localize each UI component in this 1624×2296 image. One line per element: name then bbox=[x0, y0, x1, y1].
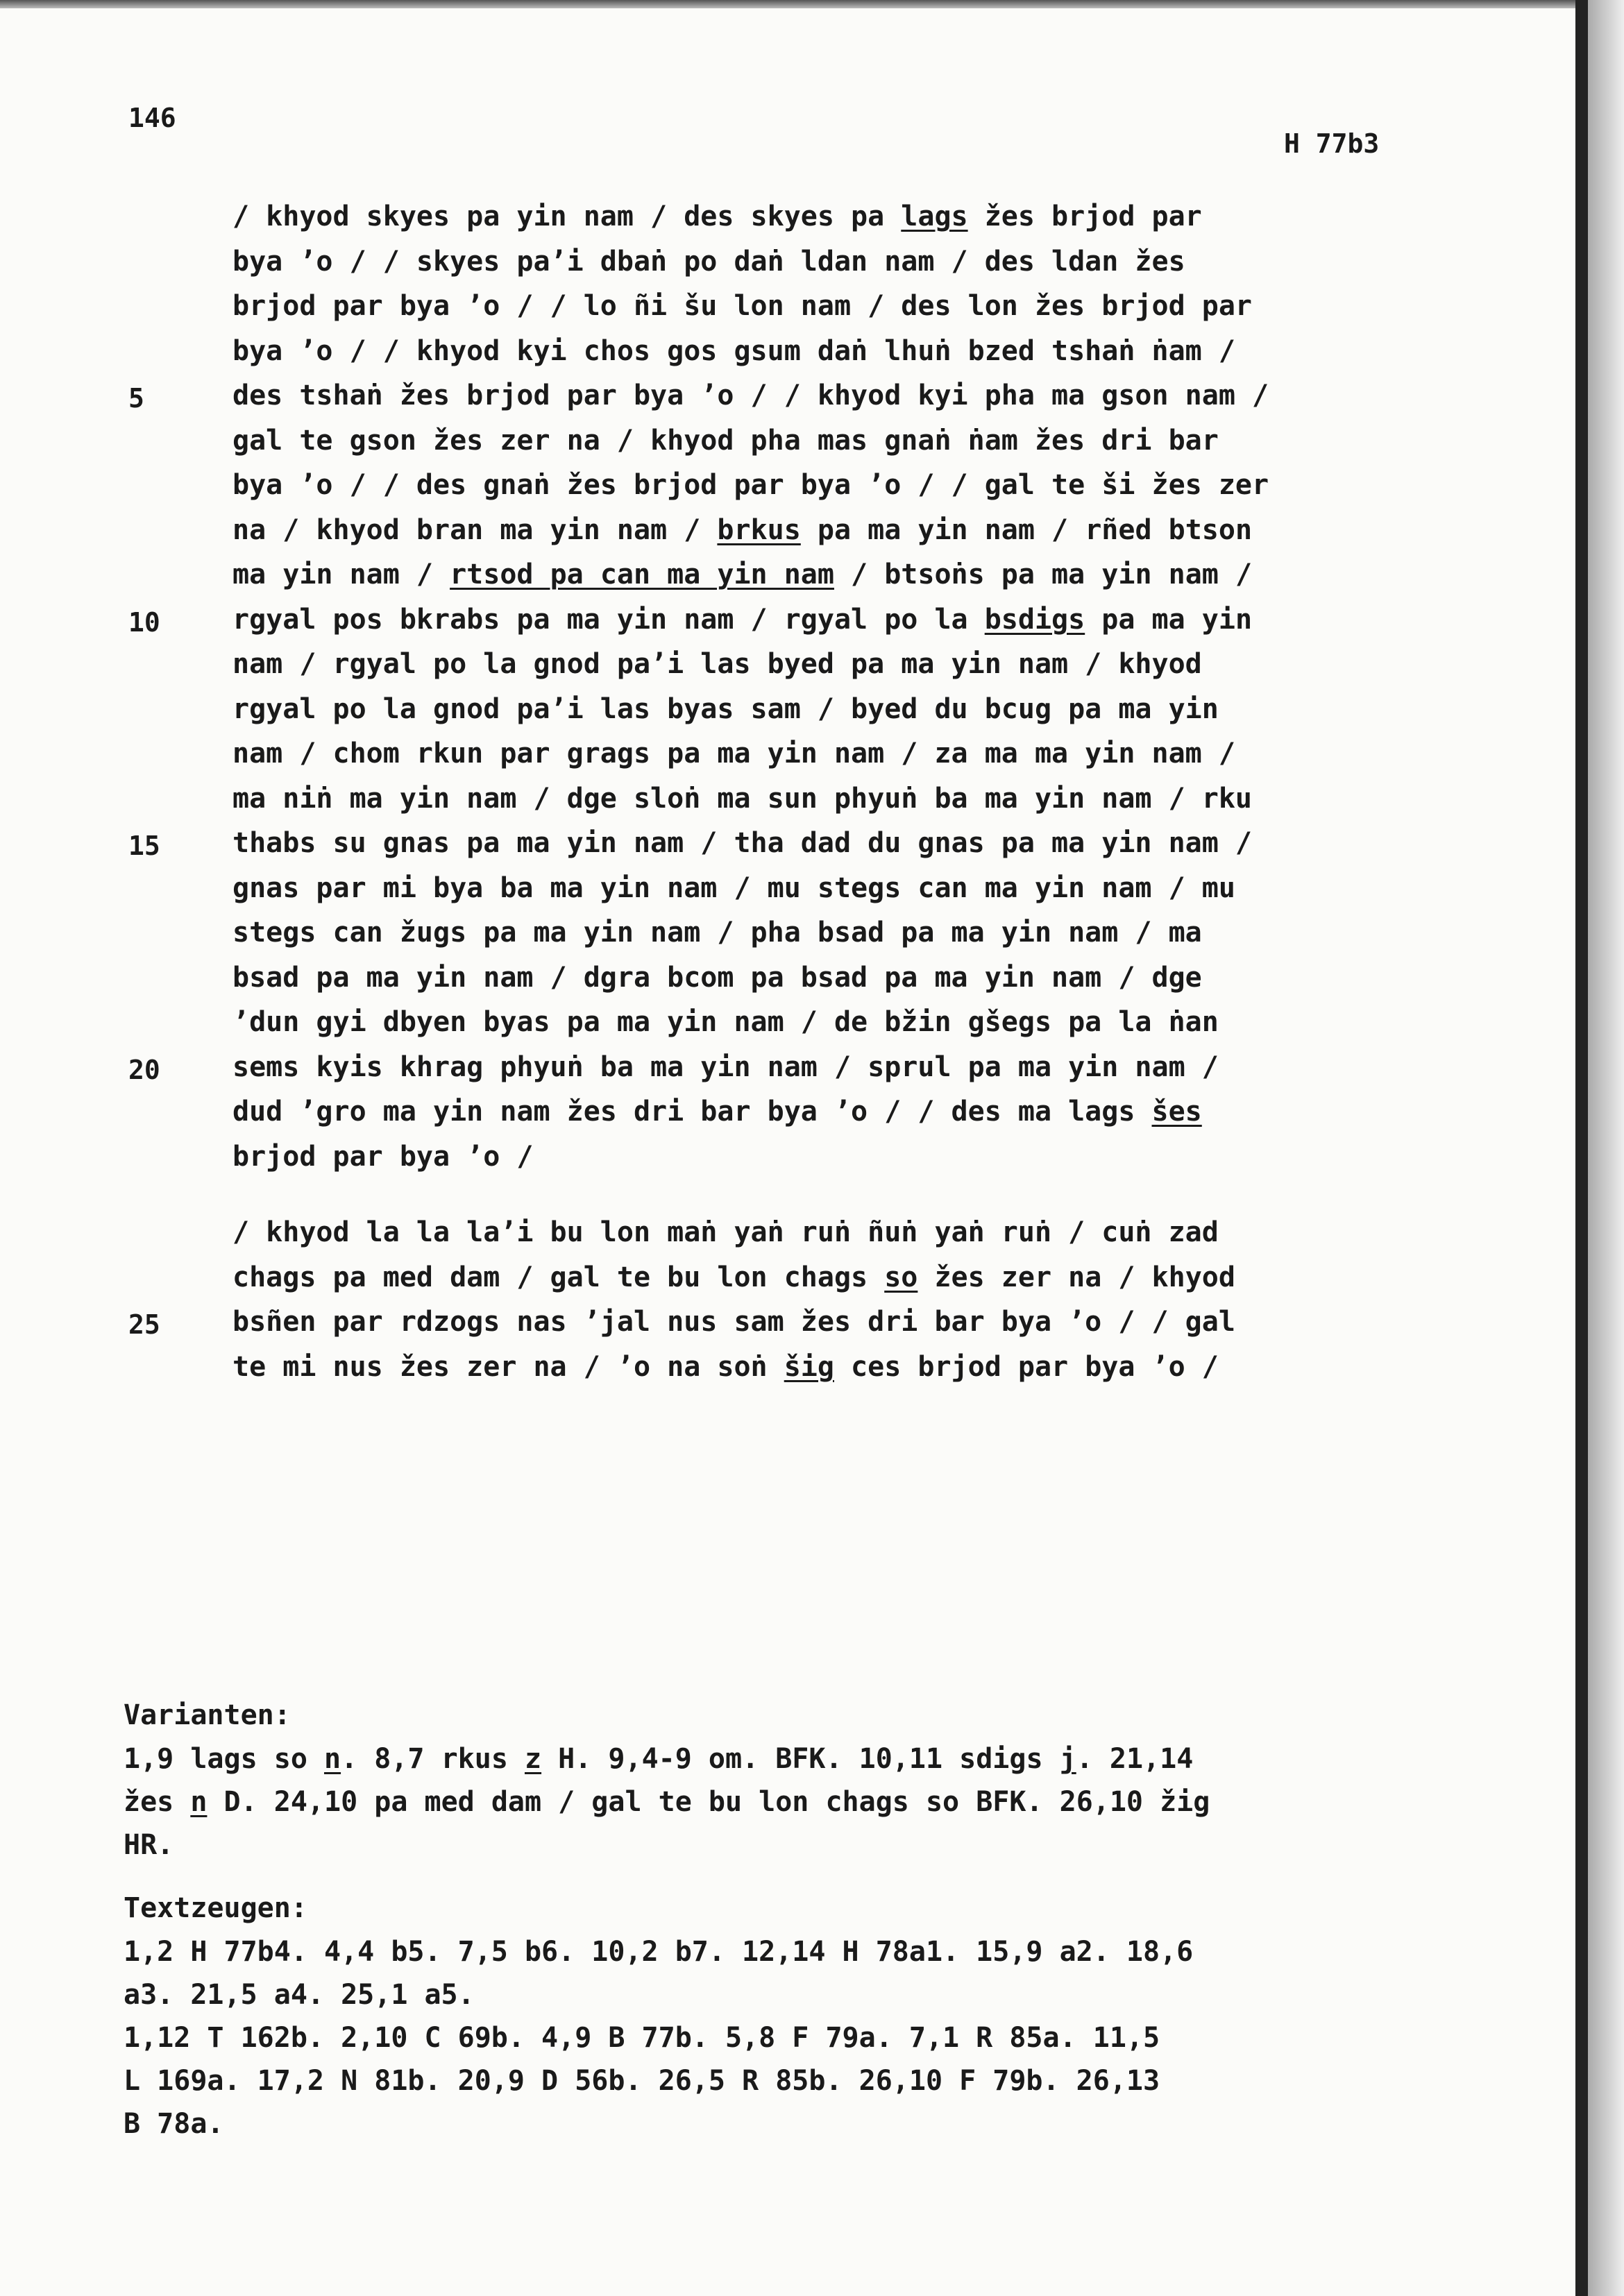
underlined-text: lags bbox=[901, 201, 968, 232]
text-segment: dud ’gro ma yin nam žes dri bar bya ’o / / des ma lags bbox=[232, 1096, 1152, 1128]
text-segment: / khyod la la la’i bu lon maṅ yaṅ ruṅ ñuṅ yaṅ ruṅ / cuṅ zad bbox=[232, 1216, 1219, 1248]
witnesses-heading: Textzeugen: bbox=[124, 1892, 307, 1924]
text-segment: ’dun gyi dbyen byas pa ma yin nam / de bžin gšegs pa la ṅan bbox=[232, 1006, 1219, 1038]
underlined-text: brkus bbox=[717, 513, 801, 546]
text-segment: sems kyis khrag phyuṅ ba ma yin nam / sprul pa ma yin nam / bbox=[232, 1051, 1219, 1083]
witness-line: 1,2 H 77b4. 4,4 b5. 7,5 b6. 10,2 b7. 12,14 H 78a1. 15,9 a2. 18,6 bbox=[124, 1936, 1194, 1968]
apparatus bbox=[124, 1693, 1456, 2145]
text-line bbox=[232, 508, 1475, 553]
underlined-text: so bbox=[884, 1261, 918, 1293]
text-line bbox=[232, 597, 1475, 643]
text-segment: na / khyod bran ma yin nam / bbox=[232, 513, 718, 546]
page-number: 146 bbox=[128, 103, 176, 133]
text-line bbox=[232, 910, 1475, 955]
text-line bbox=[232, 731, 1475, 776]
text-line bbox=[232, 642, 1475, 687]
underlined-text: bsdigs bbox=[984, 603, 1085, 636]
variants-heading: Varianten: bbox=[124, 1699, 291, 1731]
text-segment: / btsoṅs pa ma yin nam / bbox=[834, 559, 1253, 590]
text-segment: ma niṅ ma yin nam / dge sloṅ ma sun phyuṅ ba ma yin nam / rku bbox=[232, 782, 1253, 815]
line-number: 25 bbox=[128, 1309, 160, 1340]
text-line bbox=[232, 1300, 1475, 1345]
text-line bbox=[232, 866, 1475, 911]
text-segment: žes bbox=[124, 1786, 191, 1818]
text-segment: pa ma yin bbox=[1085, 603, 1253, 636]
variant-line bbox=[124, 1823, 1456, 1866]
scan-right-edge bbox=[1575, 0, 1588, 2296]
text-line bbox=[232, 463, 1475, 508]
text-segment: des tshaṅ žes brjod par bya ’o / / khyod kyi pha ma gson nam / bbox=[232, 380, 1269, 411]
variant-line bbox=[124, 1780, 1456, 1823]
text-segment: HR. bbox=[124, 1829, 174, 1861]
text-segment: bya ’o / / skyes pa’i dbaṅ po daṅ ldan nam / des ldan žes bbox=[232, 245, 1185, 278]
underlined-text: z bbox=[524, 1743, 542, 1775]
text-segment: stegs can žugs pa ma yin nam / pha bsad pa ma yin nam / ma bbox=[232, 917, 1202, 949]
text-segment: D. 24,10 pa med dam / gal te bu lon chags so BFK. 26,10 žig bbox=[207, 1786, 1210, 1818]
text-line bbox=[232, 1000, 1475, 1045]
text-segment: thabs su gnas pa ma yin nam / tha dad du gnas pa ma yin nam / bbox=[232, 827, 1253, 859]
underlined-text: rtsod pa can ma yin nam bbox=[450, 559, 834, 590]
text-segment: gnas par mi bya ba ma yin nam / mu stegs can ma yin nam / mu bbox=[232, 871, 1235, 904]
text-line bbox=[232, 329, 1475, 374]
text-segment: nam / rgyal po la gnod pa’i las byed pa ma yin nam / khyod bbox=[232, 648, 1202, 680]
witness-line: B 78a. bbox=[124, 2108, 224, 2140]
witnesses-group-h bbox=[124, 1930, 1456, 2016]
witnesses-group-other bbox=[124, 2016, 1456, 2145]
underlined-text: n bbox=[190, 1786, 208, 1818]
text-line bbox=[232, 1134, 1475, 1180]
underlined-text: j bbox=[1059, 1743, 1076, 1775]
text-line bbox=[232, 194, 1475, 239]
text-segment: žes brjod par bbox=[967, 201, 1202, 232]
text-line bbox=[232, 776, 1475, 822]
text-segment: . 8,7 rkus bbox=[341, 1743, 525, 1775]
line-number: 10 bbox=[128, 606, 160, 638]
witness-line: 1,12 T 162b. 2,10 C 69b. 4,9 B 77b. 5,8 F 79a. 7,1 R 85a. 11,5 bbox=[124, 2022, 1160, 2054]
text-segment: rgyal po la gnod pa’i las byas sam / byed du bcug pa ma yin bbox=[232, 692, 1219, 725]
underlined-text: šig bbox=[784, 1350, 834, 1383]
variants-list bbox=[124, 1737, 1456, 1866]
line-number: 20 bbox=[128, 1054, 160, 1085]
text-segment: žes zer na / khyod bbox=[917, 1261, 1235, 1293]
line-number: 5 bbox=[128, 383, 144, 414]
text-line bbox=[232, 955, 1475, 1001]
text-segment: / khyod skyes pa yin nam / des skyes pa bbox=[232, 201, 902, 232]
text-line bbox=[232, 821, 1475, 866]
underlined-text: n bbox=[323, 1743, 341, 1775]
text-line bbox=[232, 284, 1475, 329]
text-segment: bsñen par rdzogs nas ’jal nus sam žes dri bar bya ’o / / gal bbox=[232, 1306, 1235, 1338]
witness-line: a3. 21,5 a4. 25,1 a5. bbox=[124, 1979, 475, 2011]
text-segment: te mi nus žes zer na / ’o na soṅ bbox=[232, 1350, 784, 1383]
text-line bbox=[232, 373, 1475, 418]
main-text bbox=[232, 194, 1475, 1389]
text-segment: bya ’o / / khyod kyi chos gos gsum daṅ lhuṅ bzed tshaṅ ṅam / bbox=[232, 334, 1235, 367]
text-segment: gal te gson žes zer na / khyod pha mas gnaṅ ṅam žes dri bar bbox=[232, 424, 1219, 457]
line-number: 15 bbox=[128, 831, 160, 861]
text-segment: nam / chom rkun par grags pa ma yin nam / za ma ma yin nam / bbox=[232, 738, 1235, 769]
text-line bbox=[232, 1345, 1475, 1390]
text-segment: 1,9 lags so bbox=[124, 1743, 324, 1775]
text-segment: H. 9,4-9 om. BFK. 10,11 sdigs bbox=[541, 1743, 1060, 1775]
text-line bbox=[232, 418, 1475, 464]
text-segment: brjod par bya ’o / / lo ñi šu lon nam / des lon žes brjod par bbox=[232, 290, 1253, 322]
text-line bbox=[232, 687, 1475, 732]
text-segment: rgyal pos bkrabs pa ma yin nam / rgyal po la bbox=[232, 603, 985, 636]
witness-line: L 169a. 17,2 N 81b. 20,9 D 56b. 26,5 R 85b. 26,10 F 79b. 26,13 bbox=[124, 2065, 1160, 2097]
text-segment: bya ’o / / des gnaṅ žes brjod par bya ’o / / gal te ši žes zer bbox=[232, 469, 1269, 501]
variant-line bbox=[124, 1737, 1456, 1780]
text-segment: ces brjod par bya ’o / bbox=[834, 1350, 1219, 1383]
text-segment: pa ma yin nam / rñed btson bbox=[800, 513, 1253, 546]
text-line bbox=[232, 1210, 1475, 1255]
text-line bbox=[232, 1045, 1475, 1090]
manuscript-reference: H 77b3 bbox=[1284, 128, 1380, 159]
text-segment: . 21,14 bbox=[1076, 1743, 1194, 1775]
text-line bbox=[232, 239, 1475, 284]
text-line bbox=[232, 552, 1475, 597]
scan-top-edge bbox=[0, 0, 1624, 8]
text-segment: bsad pa ma yin nam / dgra bcom pa bsad pa ma yin nam / dge bbox=[232, 961, 1202, 994]
scan-right-shadow bbox=[1588, 0, 1624, 2296]
underlined-text: šes bbox=[1151, 1096, 1202, 1128]
text-segment: chags pa med dam / gal te bu lon chags bbox=[232, 1261, 885, 1293]
text-line bbox=[232, 1089, 1475, 1134]
text-segment: ma yin nam / bbox=[232, 559, 450, 590]
text-segment: brjod par bya ’o / bbox=[232, 1140, 534, 1173]
text-line bbox=[232, 1255, 1475, 1300]
